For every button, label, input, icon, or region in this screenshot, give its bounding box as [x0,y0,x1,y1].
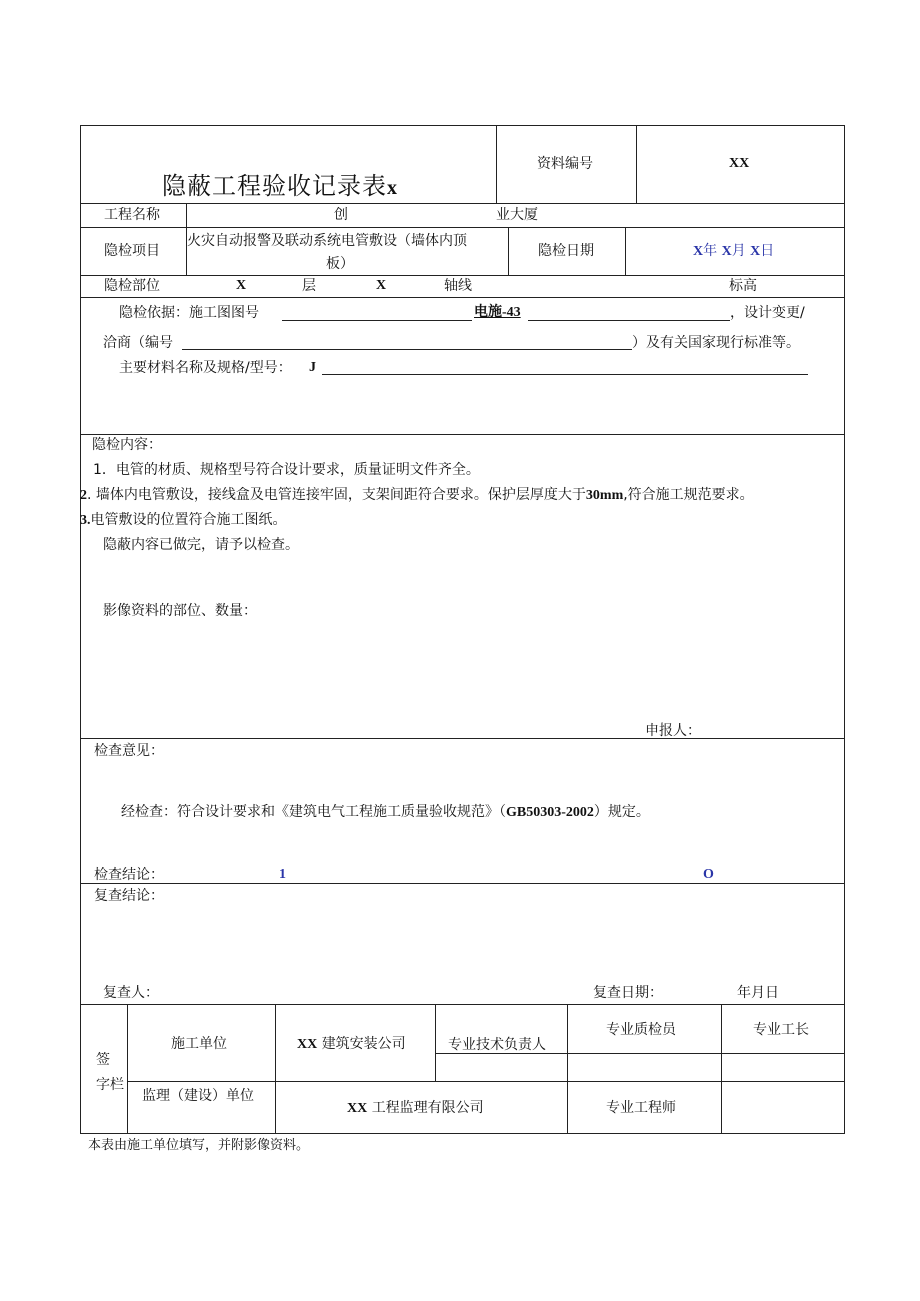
rule [80,434,845,435]
part-label: 隐检部位 [104,278,160,294]
rule [127,1004,128,1133]
blank-underline [282,320,472,321]
rule [80,738,845,739]
rule [80,275,845,276]
builder-name [297,1035,406,1054]
project-name-part2: 业大厦 [496,207,538,223]
blank-underline [322,374,808,375]
rule [721,1004,722,1133]
item3-num: 3. [80,513,91,528]
supervisor-company: 工程监理有限公司 [371,1100,484,1116]
materials-label: 主要材料名称及规格/型号： [119,360,292,376]
part-x2: X [376,278,387,293]
rule [80,883,845,884]
item2-text-c: ,符合施工规范要求。 [623,487,754,503]
date-year: 年 [703,243,718,259]
content-item-2 [80,486,754,505]
part-elevation: 标高 [729,278,757,294]
blank-underline [528,320,730,321]
doc-no-label: 资料编号 [537,156,593,172]
opinion-text-a: 经检查：符合设计要求和《建筑电气工程施工质量验收规范》（ [121,804,506,820]
builder-label: 施工单位 [171,1036,227,1052]
quality-inspector-label: 专业质检员 [606,1022,676,1038]
rule [80,1004,845,1005]
tech-lead-label: 专业技术负责人 [448,1037,546,1053]
date-month: 月 [731,243,746,259]
check-opinion [121,803,650,822]
part-axis: 轴线 [444,278,472,294]
rule [80,203,845,204]
item-label: 隐检项目 [104,243,160,259]
content-label: 隐检内容： [92,437,162,453]
builder-company: 建筑安装公司 [321,1036,406,1052]
title-text: 隐蔽工程验收记录表 [162,172,387,200]
rule [80,227,845,228]
item2-text-a: . 墙体内电管敷设，接线盒及电管连接牢固，支架间距符合要求。保护层厚度大于 [87,487,586,503]
standards-text: ）及有关国家现行标准等。 [632,335,800,351]
blank-underline [182,349,632,350]
conclusion-label: 检查结论： [94,867,164,883]
review-label: 复查结论： [94,888,164,904]
item2-num: 2 [80,488,87,503]
project-name-label: 工程名称 [104,207,160,223]
project-name-part1: 创 [334,207,348,223]
materials-value: J [309,360,316,375]
date-label: 隐检日期 [538,243,594,259]
item2-text-b: 30mm [585,488,624,503]
rule [636,125,637,203]
opinion-code: GB50303-2002 [506,805,594,820]
check-label: 检查意见： [94,743,164,759]
title-suffix: x [387,177,398,199]
review-date-label: 复查日期： [593,985,663,1001]
drawing-no: 电施-43 [474,305,521,320]
doc-no-value: XX [729,156,750,171]
rule [127,1081,845,1082]
rule-right [844,125,845,1133]
rule [508,227,509,275]
builder-prefix: XX [297,1037,318,1052]
rule-bottom [80,1133,845,1134]
date-x3: X [750,244,761,259]
content-item-3 [80,511,287,530]
rule [625,227,626,275]
rule-left [80,125,81,1133]
engineer-label: 专业工程师 [606,1100,676,1116]
content-item-1: 1．电管的材质、规格型号符合设计要求，质量证明文件齐全。 [93,462,480,478]
rule [435,1004,436,1081]
conclusion-mark-2: O [703,867,714,882]
foreman-label: 专业工长 [753,1022,809,1038]
date-x1: X [693,244,704,259]
sign-label-2: 字栏 [96,1077,124,1093]
review-date-value: 年月日 [737,985,779,1001]
page-title [162,172,398,202]
reporter-label: 申报人： [645,723,701,739]
negotiation-label: 洽商（编号 [103,335,173,351]
content-done: 隐蔽内容已做完，请予以检查。 [103,537,299,553]
date-x2: X [721,244,732,259]
design-change: ，设计变更/ [730,305,805,321]
part-floor: 层 [302,278,316,294]
conclusion-mark-1: 1 [279,867,286,882]
rule-top [80,125,845,126]
images-label: 影像资料的部位、数量： [103,603,257,619]
supervisor-label: 监理（建设）单位 [142,1088,254,1104]
rule [275,1004,276,1133]
part-x1: X [236,278,247,293]
reviewer-label: 复查人： [103,985,159,1001]
date-day: 日 [760,243,775,259]
rule [496,125,497,203]
rule [567,1004,568,1133]
item-line1: 火灾自动报警及联动系统电管敷设（墙体内顶 [187,233,467,249]
supervisor-prefix: XX [347,1101,368,1116]
inspection-date [693,242,774,261]
footer-note: 本表由施工单位填写，并附影像资料。 [88,1138,310,1153]
rule [80,297,845,298]
sign-label-1: 签 [96,1052,110,1068]
item-line2: 板） [326,256,354,272]
supervisor-name [347,1099,484,1118]
item3-text: 电管敷设的位置符合施工图纸。 [90,512,287,528]
opinion-text-b: ）规定。 [593,804,650,820]
basis-label: 隐检依据：施工图图号 [119,305,259,321]
